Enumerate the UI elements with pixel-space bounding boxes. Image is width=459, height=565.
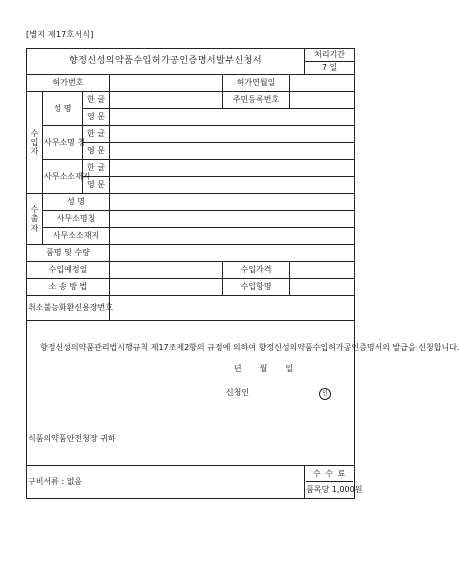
import-port-field[interactable] — [290, 279, 355, 296]
declaration-text: 향정신성의약품관리법시행규칙 제17조제2항의 규정에 의하여 향정신성의약품수입허가공인증명서의 발급을 신청합니다. — [40, 343, 459, 353]
permit-row — [27, 75, 355, 92]
office-address-korean-label: 한 글 — [83, 160, 110, 177]
importer-name-korean-label: 한 글 — [83, 92, 110, 109]
application-form-table — [26, 48, 459, 499]
date-month-label: 월 — [259, 364, 268, 374]
date-day-label: 일 — [285, 364, 294, 374]
permit-number-label: 허가번호 — [27, 75, 110, 92]
exporter-office-address-label: 사무소소재지 — [43, 228, 110, 245]
required-documents: 구비서류 : 없음 — [27, 466, 305, 499]
importer-office-address-label: 사무소소재지 — [43, 160, 83, 194]
form-title: 향정신성의약품수입허가공인증명서발부신청서 — [27, 49, 305, 75]
import-price-label: 수입가격 — [223, 262, 290, 279]
importer-name-korean-row — [27, 92, 355, 109]
importer-name-korean-field[interactable] — [110, 92, 223, 109]
exporter-name-field[interactable] — [110, 194, 355, 211]
product-quantity-field[interactable] — [110, 245, 355, 262]
addressee: 식품의약품안전청장 귀하 — [28, 433, 116, 443]
seal-mark-icon: 인 — [319, 388, 331, 400]
importer-name-english-field[interactable] — [110, 109, 355, 126]
fee-label: 수 수 료 — [306, 466, 353, 482]
permit-date-label: 허가연월일 — [223, 75, 290, 92]
applicant-label: 신청인 — [225, 387, 250, 397]
fee-box — [305, 466, 363, 499]
product-quantity-label: 품명 및 수량 — [27, 245, 110, 262]
letter-of-credit-label: 취소불능화환신용장번호 — [27, 296, 110, 321]
importer-group-label: 수 입 자 — [27, 92, 43, 194]
date-line — [28, 364, 353, 373]
form-number-label: [별지 제17호서식] — [26, 30, 94, 39]
date-year-label: 년 — [233, 364, 242, 374]
processing-period-label: 처리기간 — [305, 49, 355, 62]
exporter-group-label: 수 출 자 — [27, 194, 43, 245]
exporter-office-name-label: 사무소명칭 — [43, 211, 110, 228]
import-price-field[interactable] — [290, 262, 355, 279]
importer-name-english-label: 영 문 — [83, 109, 110, 126]
fee-value: 품목당 1,000원 — [306, 485, 363, 494]
importer-office-name-label: 사무소명 칭 — [43, 126, 83, 160]
import-date-field[interactable] — [110, 262, 223, 279]
rrn-field[interactable] — [290, 92, 355, 109]
office-name-english-field[interactable] — [110, 143, 355, 160]
office-address-english-field[interactable] — [110, 177, 355, 194]
office-address-korean-field[interactable] — [110, 160, 355, 177]
declaration-row — [27, 321, 355, 466]
exporter-name-label: 성 명 — [43, 194, 110, 211]
office-name-english-label: 영 문 — [83, 143, 110, 160]
title-row — [27, 49, 355, 62]
exporter-office-address-field[interactable] — [110, 228, 355, 245]
processing-period-value: 7 일 — [305, 62, 355, 75]
declaration-block — [27, 321, 459, 466]
letter-of-credit-field[interactable] — [110, 296, 355, 321]
permit-number-field[interactable] — [110, 75, 223, 92]
permit-date-field[interactable] — [290, 75, 355, 92]
office-name-korean-field[interactable] — [110, 126, 355, 143]
shipping-method-field[interactable] — [110, 279, 223, 296]
applicant-line — [28, 388, 353, 400]
importer-name-label: 성 명 — [43, 92, 83, 126]
footer-row — [27, 466, 355, 499]
rrn-label: 주민등록번호 — [223, 92, 290, 109]
exporter-office-name-field[interactable] — [110, 211, 355, 228]
office-address-english-label: 영 문 — [83, 177, 110, 194]
shipping-method-label: 소 송 방 법 — [27, 279, 110, 296]
office-name-korean-label: 한 글 — [83, 126, 110, 143]
import-date-label: 수입예정일 — [27, 262, 110, 279]
import-port-label: 수입항명 — [223, 279, 290, 296]
